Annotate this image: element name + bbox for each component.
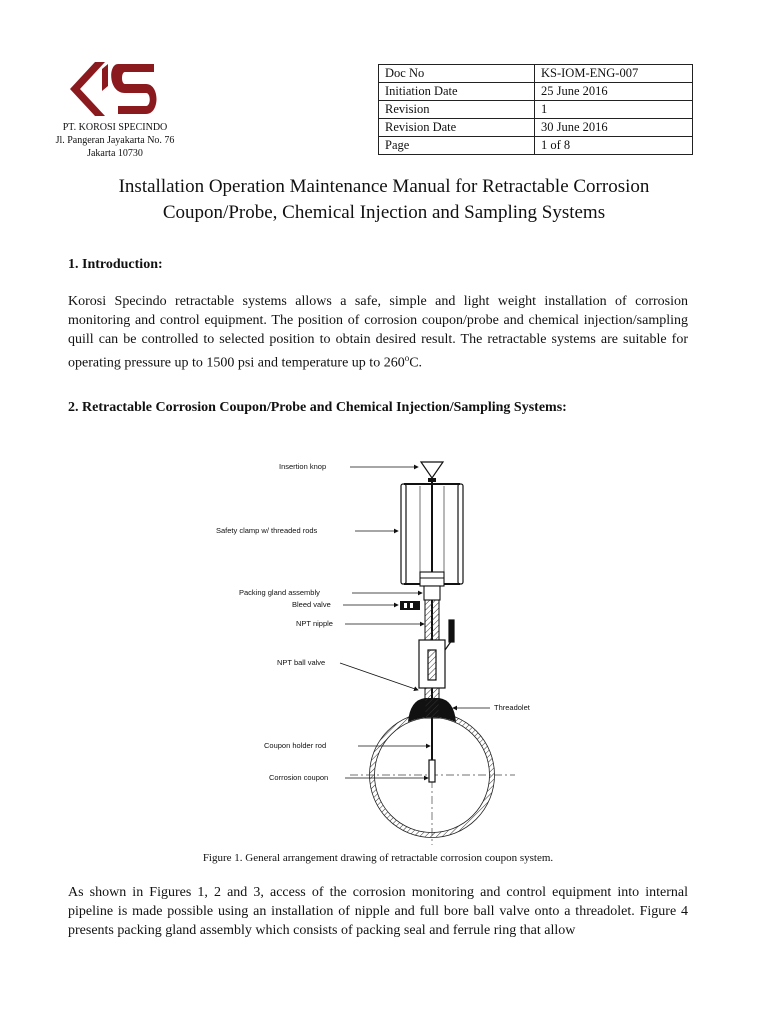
revision-label: Revision xyxy=(379,101,535,119)
label-npt-ball-valve: NPT ball valve xyxy=(277,658,326,667)
label-insertion-knob: Insertion knop xyxy=(279,462,327,471)
page-value: 1 of 8 xyxy=(535,137,693,155)
label-coupon-holder-rod: Coupon holder rod xyxy=(264,741,327,750)
section2-heading: 2. Retractable Corrosion Coupon/Probe and Chemical Injection/Sampling Systems: xyxy=(68,400,567,415)
intro-heading: 1. Introduction: xyxy=(68,257,163,272)
corrosion-coupon-shape xyxy=(429,760,435,782)
company-address-line1: Jl. Pangeran Jayakarta No. 76 xyxy=(55,135,175,146)
body-paragraph: As shown in Figures 1, 2 and 3, access of the corrosion monitoring and control equipment into internal pipeline is made possible using an installation of nipple and full bore ball valve onto a threadolet. Figure 4 presents packing gland assembly which consists of packing seal and ferrule ring that allow xyxy=(68,885,688,938)
intro-text: Korosi Specindo retractable systems allows a safe, simple and light weight installation of corrosion monitoring and control equipment. The position of corrosion coupon/probe and chemical injection/sampling quill can be controlled to selected position to obtain desired result. The retractable systems are suitable for operating pressure up to 1500 psi and temperature up to 260 xyxy=(68,294,688,371)
figure-caption: Figure 1. General arrangement drawing of retractable corrosion coupon system. xyxy=(202,852,554,864)
page-label: Page xyxy=(379,137,535,155)
label-threadolet: Threadolet xyxy=(494,703,530,712)
initiation-date-label: Initiation Date xyxy=(379,83,535,101)
bleed-valve-shape xyxy=(400,601,420,610)
packing-gland-shape xyxy=(420,572,444,600)
label-packing-gland: Packing gland assembly xyxy=(239,588,320,597)
company-address-line2: Jakarta 10730 xyxy=(87,148,143,159)
npt-nipple-shape xyxy=(425,600,439,640)
insertion-knob-shape xyxy=(421,462,443,478)
title-line1: Installation Operation Maintenance Manual for Retractable Corrosion xyxy=(118,176,650,197)
label-bleed-valve: Bleed valve xyxy=(292,600,331,609)
initiation-date-value: 25 June 2016 xyxy=(535,83,693,101)
label-corrosion-coupon: Corrosion coupon xyxy=(269,773,329,782)
company-name: PT. KOROSI SPECINDO xyxy=(62,122,168,133)
revision-value: 1 xyxy=(535,101,693,119)
revision-date-value: 30 June 2016 xyxy=(535,119,693,137)
label-npt-nipple: NPT nipple xyxy=(296,619,333,628)
doc-no-value: KS-IOM-ENG-007 xyxy=(535,65,693,83)
label-safety-clamp: Safety clamp w/ threaded rods xyxy=(216,526,318,535)
degree-sup: o xyxy=(404,353,410,363)
title-line2: Coupon/Probe, Chemical Injection and Sampling Systems xyxy=(162,202,606,223)
revision-date-label: Revision Date xyxy=(379,119,535,137)
leader-lines xyxy=(340,467,490,778)
intro-text-end: C. xyxy=(409,355,423,371)
doc-no-label: Doc No xyxy=(379,65,535,83)
